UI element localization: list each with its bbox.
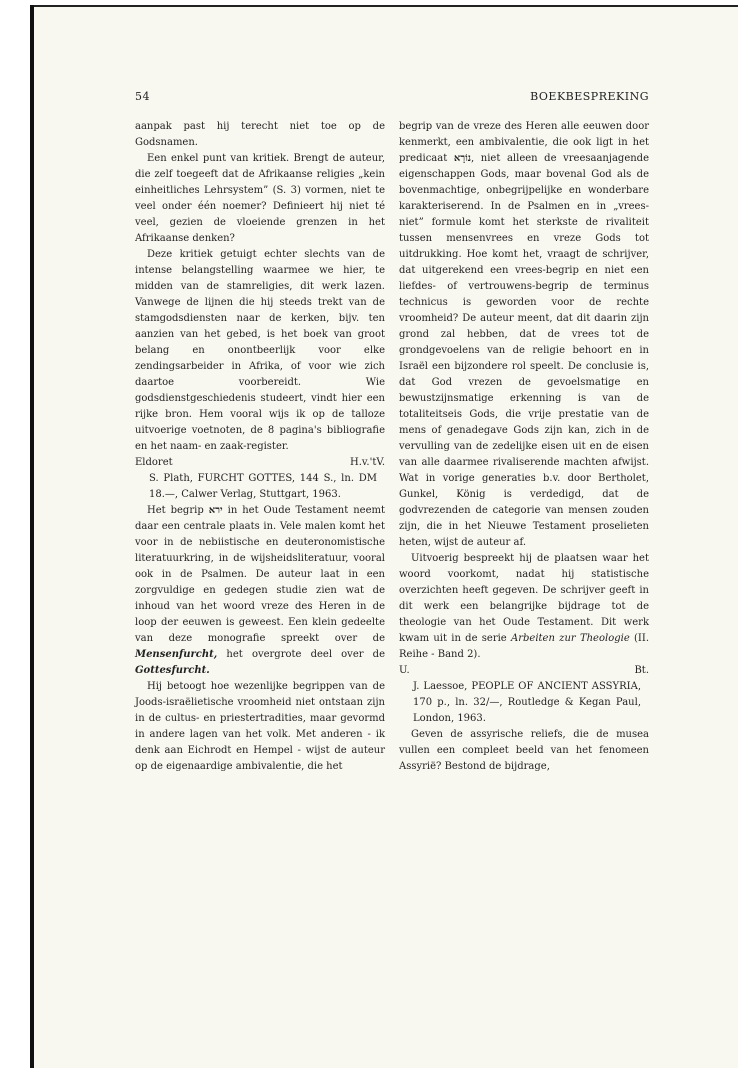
hebrew-word-nora: נוֹרָא	[453, 153, 472, 164]
right-paragraph-1	[399, 119, 649, 551]
right-paragraph-2	[399, 551, 649, 663]
running-title: BOEKBESPREKING	[530, 90, 649, 103]
r-p2-text-after: (II. Reihe - Band 2).	[399, 633, 650, 660]
left-paragraph-4	[135, 503, 385, 679]
p4-text-after: in het Oude Testament neemt daar een centrale plaats in. Vele malen komt het voor in de nebiistische en deuteronomistische literatuurkring, in de wijsheidsliteratuur, vooral ook in de Psalmen. De auteur laat in een zorgvuldige en gedegen studie zien wat de inhoud van het woord vreze des Heren in de loop der eeuwen is geweest. Een klein gedeelte van deze monografie spreekt over de	[135, 505, 385, 644]
signoff-initials: H.v.'tV.	[350, 457, 385, 468]
laessoe-bibliographic-entry: J. Laessoe, PEOPLE OF ANCIENT ASSYRIA, 170 p., ln. 32/—, Routledge & Kegan Paul, London, 1963.	[413, 681, 641, 724]
term-gottesfurcht: Gottesfurcht.	[135, 665, 210, 676]
left-paragraph-2: Een enkel punt van kritiek. Brengt de auteur, die zelf toegeeft dat de Afrikaanse religies „kein einheitliches Lehrsystem” (S. 3) vormen, niet te veel onder één noemer? Definieert hij niet té veel, gezien de vloeiende grenzen in het Afrikaanse denken?	[135, 153, 385, 244]
r-p1-text-after: , niet alleen de vreesaanjagende eigenschappen Gods, maar bovenal God als de bovenmachtige, onbegrijpelijke en wonderbare karakteriserend. In de Psalmen en in „vrees-niet” formule komt het sterkste de rivaliteit tussen mensenvrees en vreze Gods tot uitdrukking. Hoe komt het, vraagt de schrijver, dat uitgerekend een vrees-begrip en niet een liefdes- of vertrouwens-begrip de terminus technicus is geworden voor de rechte vroomheid? De auteur meent, dat dit daarin zijn grond zal hebben, dat de vrees tot de grondgevoelens van de religie behoort en in Israël een bijzondere rol speelt. De conclusie is, dat God vrezen de gevoelsmatige en bewustzijnsmatige erkenning is van de totaliteitseis Gods, die vrije prestatie van de mens of genadegave Gods zijn kan, zich in de vervulling van de zedelijke eisen uit en de eisen van alle daarmee rivaliserende machten afwijst. Wat in vorige generaties b.v. door Bertholet, Gunkel, König is verdedigd, dat de godvrezenden de categorie van mensen zouden zijn, die in het Nieuwe Testament proselieten heten, wijst de auteur af.	[399, 153, 650, 548]
hebrew-word-yare: ירא	[208, 505, 223, 516]
left-column	[135, 119, 385, 775]
p4-text-mid: het overgrote deel over de	[226, 649, 385, 660]
r-p1-text-before: begrip van de vreze des Heren alle eeuwen door kenmerkt, een ambivalentie, die ook ligt in het predicaat	[399, 121, 649, 164]
left-paragraph-5: Hij betoogt hoe wezenlijke begrippen van de Joods-israëlietische vroomheid niet ontstaan zijn in de cultus- en priestertradities, maar gevormd in andere lagen van het volk. Met anderen - ik denk aan Eichrodt en Hempel - wijst de auteur op de eigenaardige ambivalentie, die het	[135, 681, 385, 772]
page-number: 54	[135, 90, 150, 103]
signoff-reviewer: Bt.	[634, 665, 649, 676]
right-column	[399, 119, 649, 775]
signoff-place: Eldoret	[135, 457, 173, 468]
term-mensenfurcht: Mensenfurcht,	[135, 649, 218, 660]
r-p2-text-before: Uitvoerig bespreekt hij de plaatsen waar het woord voorkomt, nadat hij statistische overzichten heeft gegeven. De schrijver geeft in dit werk een belangrijke bijdrage tot de theologie van het Oude Testament. Dit werk kwam uit in de serie	[399, 553, 649, 644]
right-review-signoff	[399, 663, 649, 679]
plath-bibliographic-entry: S. Plath, FURCHT GOTTES, 144 S., ln. DM 18.—, Calwer Verlag, Stuttgart, 1963.	[149, 473, 377, 500]
left-review-signoff	[135, 455, 385, 471]
left-paragraph-3: Deze kritiek getuigt echter slechts van de intense belangstelling waarmee we hier, te midden van de stamreligies, dit werk lazen. Vanwege de lijnen die hij steeds trekt van de stamgodsdiensten naar de kerken, bijv. ten aanzien van het gebed, is het boek van groot belang en onontbeerlijk voor elke zendingsarbeider in Afrika, of voor wie zich daartoe voorbereidt. Wie godsdienstgeschiedenis studeert, vindt hier een rijke bron. Hem vooral wijs ik op de talloze uitvoerige voetnoten, de 8 pagina's bibliografie en het naam- en zaak-register.	[135, 249, 385, 452]
p4-text-before: Het begrip	[147, 505, 204, 516]
running-head	[135, 90, 649, 103]
left-paragraph-1: aanpak past hij terecht niet toe op de Godsnamen.	[135, 121, 385, 148]
signoff-initial: U.	[399, 665, 410, 676]
series-title: Arbeiten zur Theologie	[511, 633, 630, 644]
right-paragraph-3: Geven de assyrische reliefs, die de musea vullen een compleet beeld van het fenomeen Assyrië? Bestond de bijdrage,	[399, 729, 649, 772]
